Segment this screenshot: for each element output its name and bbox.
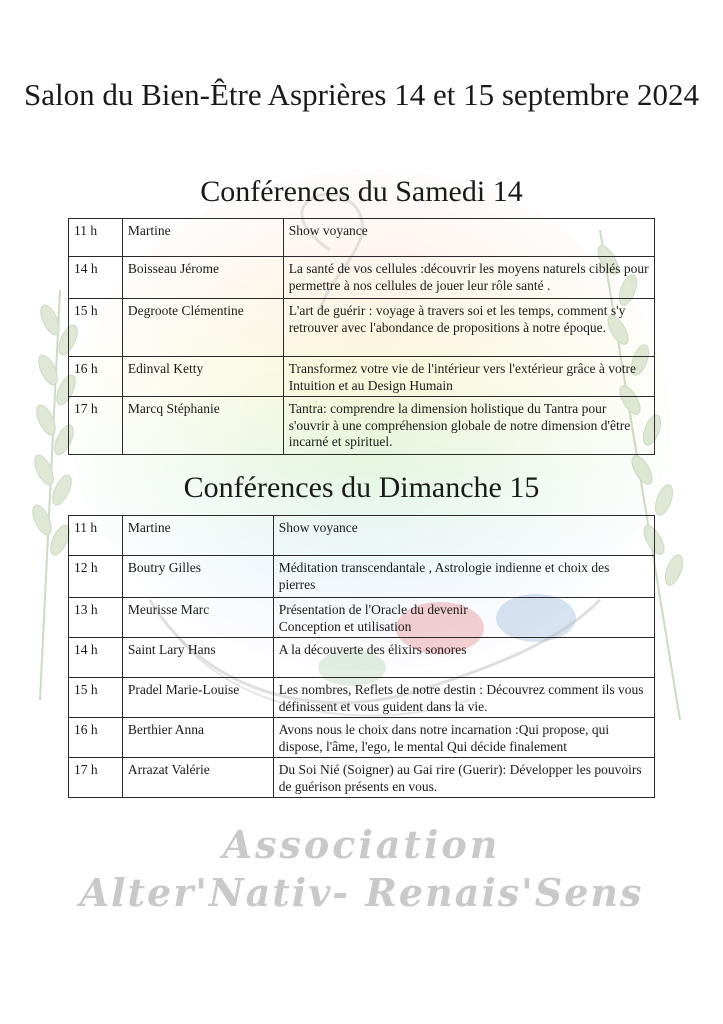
topic-cell: Show voyance: [273, 516, 654, 556]
time-cell: 16 h: [69, 718, 123, 758]
table-row: [69, 758, 655, 798]
topic-cell: Les nombres, Reflets de notre destin : Découvrez comment ils vous définissent et vous guident dans la vie.: [273, 678, 654, 718]
speaker-cell: Martine: [122, 219, 283, 257]
topic-cell: Du Soi Nié (Soigner) au Gai rire (Guerir): Développer les pouvoirs de guérison présents en vous.: [273, 758, 654, 798]
speaker-cell: Degroote Clémentine: [122, 299, 283, 357]
topic-cell: L'art de guérir : voyage à travers soi et les temps, comment s'y retrouver avec l'abondance de propositions à notre époque.: [283, 299, 654, 357]
sunday-schedule-table: [68, 515, 655, 798]
sunday-heading: Conférences du Dimanche 15: [183, 471, 540, 504]
saturday-heading: Conférences du Samedi 14: [200, 175, 523, 208]
time-cell: 13 h: [69, 598, 123, 638]
speaker-cell: Edinval Ketty: [122, 357, 283, 397]
topic-cell: Show voyance: [283, 219, 654, 257]
speaker-cell: Boisseau Jérome: [122, 257, 283, 299]
association-name: Association: [222, 822, 501, 867]
time-cell: 14 h: [69, 257, 123, 299]
table-row: [69, 219, 655, 257]
speaker-cell: Pradel Marie-Louise: [122, 678, 273, 718]
topic-cell: Transformez votre vie de l'intérieur vers l'extérieur grâce à votre Intuition et au Design Humain: [283, 357, 654, 397]
time-cell: 14 h: [69, 638, 123, 678]
table-row: [69, 516, 655, 556]
table-row: [69, 598, 655, 638]
time-cell: 15 h: [69, 678, 123, 718]
association-subtitle: Alter'Nativ- Renais'Sens: [79, 870, 644, 915]
table-row: [69, 556, 655, 598]
speaker-cell: Boutry Gilles: [122, 556, 273, 598]
time-cell: 17 h: [69, 758, 123, 798]
topic-cell: Méditation transcendantale , Astrologie indienne et choix des pierres: [273, 556, 654, 598]
speaker-cell: Martine: [122, 516, 273, 556]
time-cell: 17 h: [69, 397, 123, 455]
time-cell: 16 h: [69, 357, 123, 397]
time-cell: 11 h: [69, 219, 123, 257]
speaker-cell: Arrazat Valérie: [122, 758, 273, 798]
topic-cell: Tantra: comprendre la dimension holistique du Tantra pour s'ouvrir à une compréhension globale de notre dimension d'être incarné et spirituel.: [283, 397, 654, 455]
time-cell: 15 h: [69, 299, 123, 357]
saturday-schedule-table: [68, 218, 655, 455]
speaker-cell: Meurisse Marc: [122, 598, 273, 638]
topic-cell: Avons nous le choix dans notre incarnation :Qui propose, qui dispose, l'âme, l'ego, le mental Qui décide finalement: [273, 718, 654, 758]
topic-cell: Présentation de l'Oracle du devenir Conception et utilisation: [273, 598, 654, 638]
table-row: [69, 299, 655, 357]
page-title: Salon du Bien-Être Asprières 14 et 15 septembre 2024: [24, 77, 699, 112]
speaker-cell: Saint Lary Hans: [122, 638, 273, 678]
topic-cell: A la découverte des élixirs sonores: [273, 638, 654, 678]
table-row: [69, 257, 655, 299]
table-row: [69, 638, 655, 678]
table-row: [69, 718, 655, 758]
topic-cell: La santé de vos cellules :découvrir les moyens naturels ciblés pour permettre à nos cellules de jouer leur rôle santé .: [283, 257, 654, 299]
table-row: [69, 678, 655, 718]
time-cell: 11 h: [69, 516, 123, 556]
time-cell: 12 h: [69, 556, 123, 598]
table-row: [69, 397, 655, 455]
speaker-cell: Berthier Anna: [122, 718, 273, 758]
speaker-cell: Marcq Stéphanie: [122, 397, 283, 455]
table-row: [69, 357, 655, 397]
